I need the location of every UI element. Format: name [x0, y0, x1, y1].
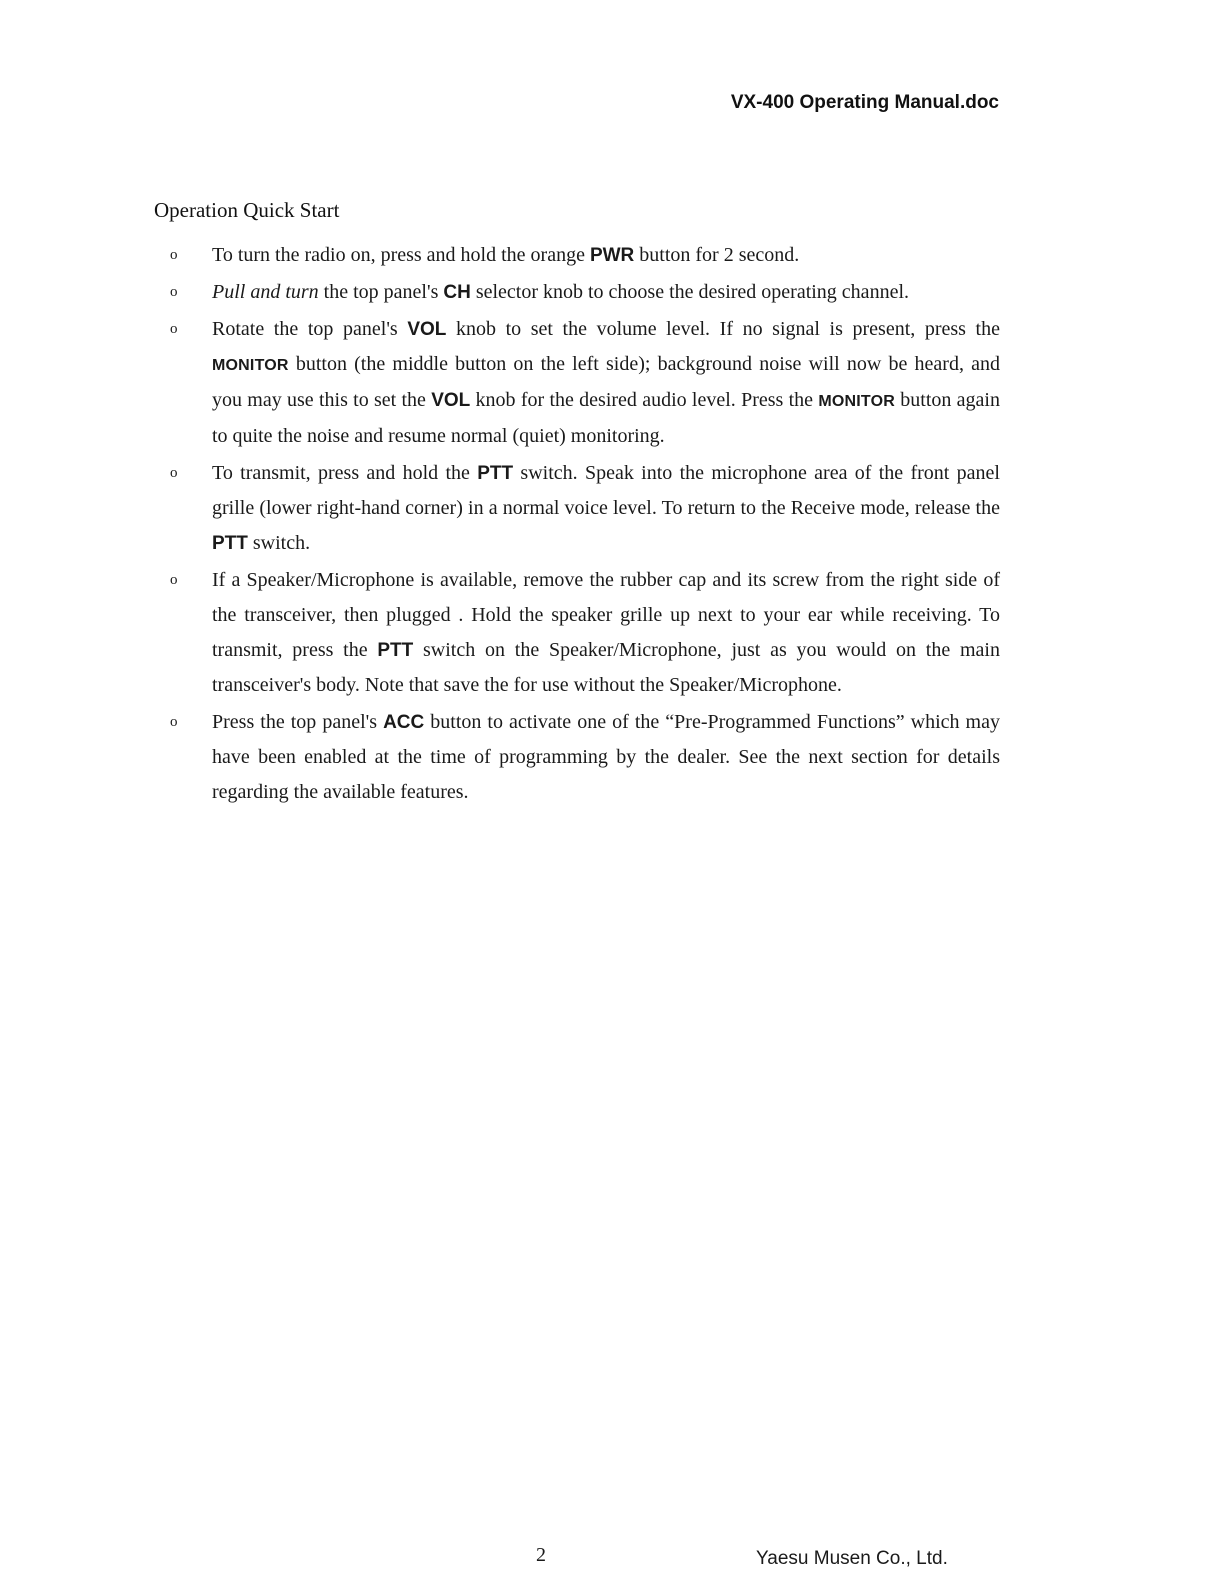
- list-item: [150, 563, 1000, 703]
- list-item: [150, 705, 1000, 810]
- text-segment: switch. Speak into the microphone area of the front panel grille (lower right-hand corner) in a normal voice level. To return to the Receive mode, release the: [212, 462, 1000, 519]
- keyword-kw: PTT: [477, 463, 514, 484]
- text-segment: switch.: [247, 532, 311, 554]
- list-item-text: [212, 569, 1000, 696]
- bullet-icon: o: [170, 714, 178, 730]
- text-segment: button for 2 second.: [634, 244, 800, 266]
- bullet-icon: o: [170, 465, 178, 481]
- keyword-kw-sc: MONITOR: [818, 393, 895, 410]
- keyword-kw: PTT: [377, 640, 414, 661]
- keyword-kw-sc: MONITOR: [212, 357, 289, 374]
- keyword-kw: PTT: [212, 533, 248, 554]
- text-segment: If a Speaker/Microphone is available, remove the rubber cap and its screw from the right side of the transceiver, then plugged . Hold the speaker grille up next to your ear while receiving. To transmit, press the: [212, 569, 1000, 661]
- bullet-icon: o: [170, 321, 178, 337]
- text-segment: selector knob to choose the desired operating channel.: [470, 281, 909, 303]
- bullet-icon: o: [170, 247, 178, 263]
- list-item: [150, 456, 1000, 561]
- section-title: Operation Quick Start: [154, 198, 340, 222]
- text-segment: button again to quite the noise and resume normal (quiet) monitoring.: [212, 389, 1000, 447]
- keyword-kw: ACC: [383, 712, 425, 733]
- text-segment: To turn the radio on, press and hold the orange: [212, 244, 590, 266]
- list-item: [150, 312, 1000, 454]
- document-title: VX-400 Operating Manual.doc: [730, 92, 999, 113]
- keyword-em: Pull and turn: [212, 281, 319, 303]
- text-segment: the top panel's: [318, 281, 444, 303]
- list-item-text: [212, 318, 1000, 447]
- quick-start-list: [150, 238, 1000, 812]
- list-item-text: [212, 281, 909, 303]
- list-item-text: [212, 244, 799, 266]
- list-item-text: [212, 462, 1000, 554]
- keyword-kw: VOL: [407, 319, 447, 340]
- list-item: [150, 275, 1000, 310]
- text-segment: button (the middle button on the left side); background noise will now be heard, and you may use this to set the: [212, 353, 1000, 411]
- text-segment: Rotate the top panel's: [212, 318, 408, 340]
- keyword-kw: VOL: [431, 390, 471, 411]
- keyword-kw: CH: [443, 282, 471, 303]
- text-segment: To transmit, press and hold the: [212, 462, 478, 484]
- keyword-kw: PWR: [589, 245, 635, 266]
- bullet-icon: o: [170, 572, 178, 588]
- bullet-icon: o: [170, 284, 178, 300]
- company-name: Yaesu Musen Co., Ltd.: [756, 1548, 948, 1569]
- text-segment: Press the top panel's: [212, 711, 384, 733]
- list-item-text: [212, 711, 1000, 803]
- page-number: 2: [536, 1544, 546, 1566]
- text-segment: button to activate one of the “Pre-Programmed Functions” which may have been enabled at the time of programming by the dealer. See the next section for details regarding the available features.: [212, 711, 1000, 803]
- list-item: [150, 238, 1000, 273]
- text-segment: knob to set the volume level. If no signal is present, press the: [446, 318, 1000, 340]
- text-segment: knob for the desired audio level. Press the: [470, 389, 819, 411]
- text-segment: switch on the Speaker/Microphone, just as you would on the main transceiver's body. Note that save the for use without the Speaker/Microphone.: [212, 639, 1000, 696]
